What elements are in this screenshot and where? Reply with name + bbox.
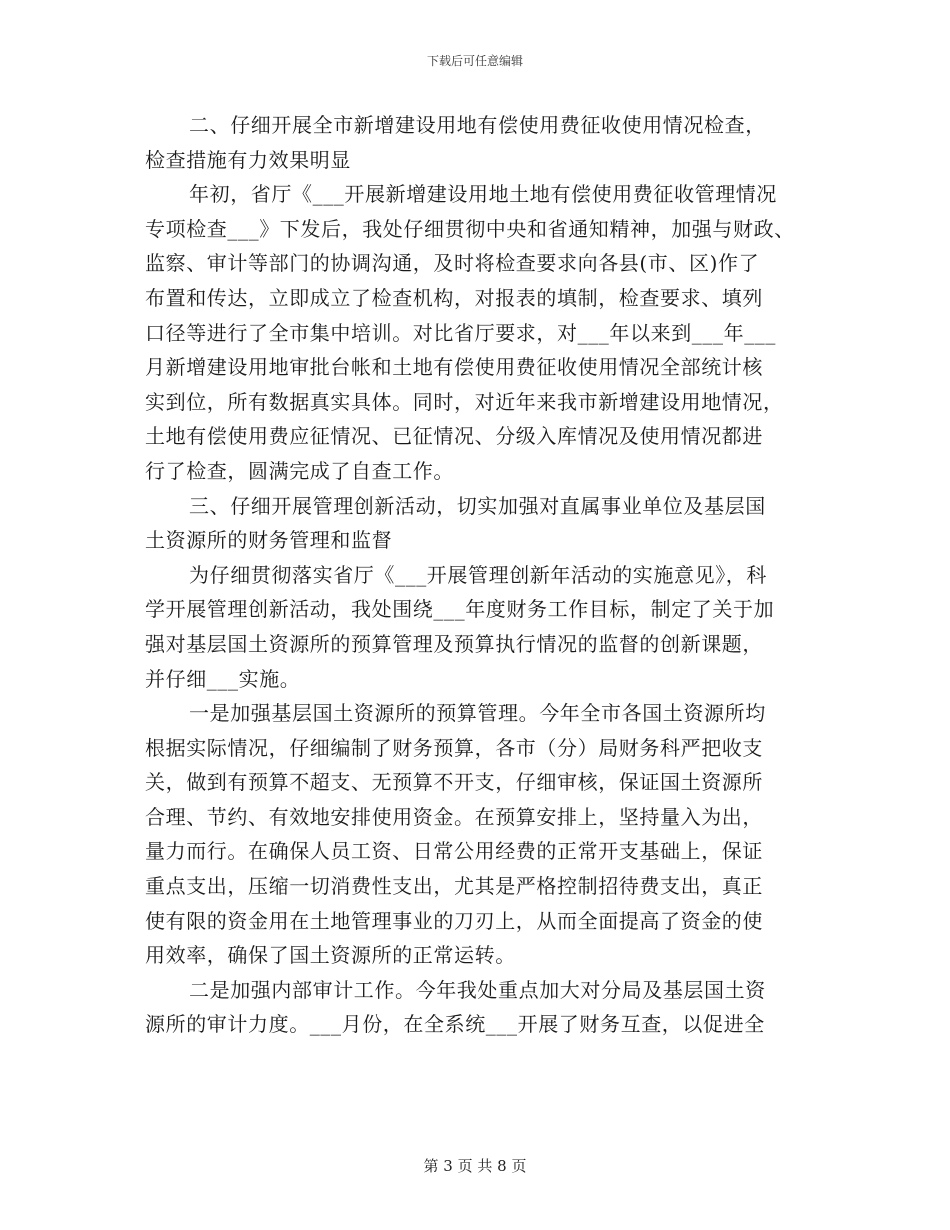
text-line: 用效率，确保了国土资源所的正常运转。: [145, 943, 516, 968]
text-line: 合理、节约、有效地安排使用资金。在预算安排上，坚持量入为出，: [145, 804, 763, 829]
text-line: 行了检查，圆满完成了自查工作。: [145, 458, 454, 483]
text-line: 为仔细贯彻落实省厅《___开展管理创新年活动的实施意见》，科: [189, 562, 767, 587]
text-line: 监察、审计等部门的协调沟通，及时将检查要求向各县(市、区)作了: [145, 251, 760, 276]
text-line: 根据实际情况，仔细编制了财务预算，各市（分）局财务科严把收支: [145, 735, 763, 760]
page-number: 第 3 页 共 8 页: [423, 1157, 527, 1175]
page-header-note: 下载后可任意编辑: [426, 54, 523, 68]
text-line: 土地有偿使用费应征情况、已征情况、分级入库情况及使用情况都进: [145, 424, 763, 449]
text-line: 二是加强内部审计工作。今年我处重点加大对分局及基层国土资: [189, 977, 766, 1002]
text-line: 实到位，所有数据真实具体。同时，对近年来我市新增建设用地情况，: [145, 389, 784, 414]
text-line: 口径等进行了全市集中培训。对比省厅要求，对___年以来到___年___: [145, 320, 776, 345]
document-body: [145, 108, 805, 1042]
text-line: 土资源所的财务管理和监督: [145, 528, 393, 553]
text-line: 并仔细___实施。: [145, 666, 301, 691]
text-line: 源所的审计力度。___月份，在全系统___开展了财务互查，以促进全: [145, 1012, 765, 1037]
text-line: 量力而行。在确保人员工资、日常公用经费的正常开支基础上，保证: [145, 839, 763, 864]
text-line: 月新增建设用地审批台帐和土地有偿使用费征收使用情况全部统计核: [145, 355, 763, 380]
text-line: 强对基层国土资源所的预算管理及预算执行情况的监督的创新课题，: [145, 631, 763, 656]
text-line: 检查措施有力效果明显: [145, 147, 351, 172]
text-line: 关，做到有预算不超支、无预算不开支，仔细审核，保证国土资源所: [145, 770, 763, 795]
text-line: 专项检查___》下发后，我处仔细贯彻中央和省通知精神，加强与财政、: [145, 216, 795, 241]
text-line: 二、仔细开展全市新增建设用地有偿使用费征收使用情况检查，: [189, 113, 766, 137]
text-line: 年初，省厅《___开展新增建设用地土地有偿使用费征收管理情况: [189, 182, 777, 207]
text-line: 三、仔细开展管理创新活动，切实加强对直属事业单位及基层国: [189, 493, 766, 518]
text-line: 重点支出，压缩一切消费性支出，尤其是严格控制招待费支出，真正: [145, 874, 763, 899]
text-line: 一是加强基层国土资源所的预算管理。今年全市各国土资源所均: [189, 701, 766, 726]
text-line: 布置和传达，立即成立了检查机构，对报表的填制，检查要求、填列: [145, 285, 763, 310]
text-line: 使有限的资金用在土地管理事业的刀刃上，从而全面提高了资金的使: [145, 908, 763, 933]
text-line: 学开展管理创新活动，我处围绕___年度财务工作目标，制定了关于加: [145, 597, 775, 622]
